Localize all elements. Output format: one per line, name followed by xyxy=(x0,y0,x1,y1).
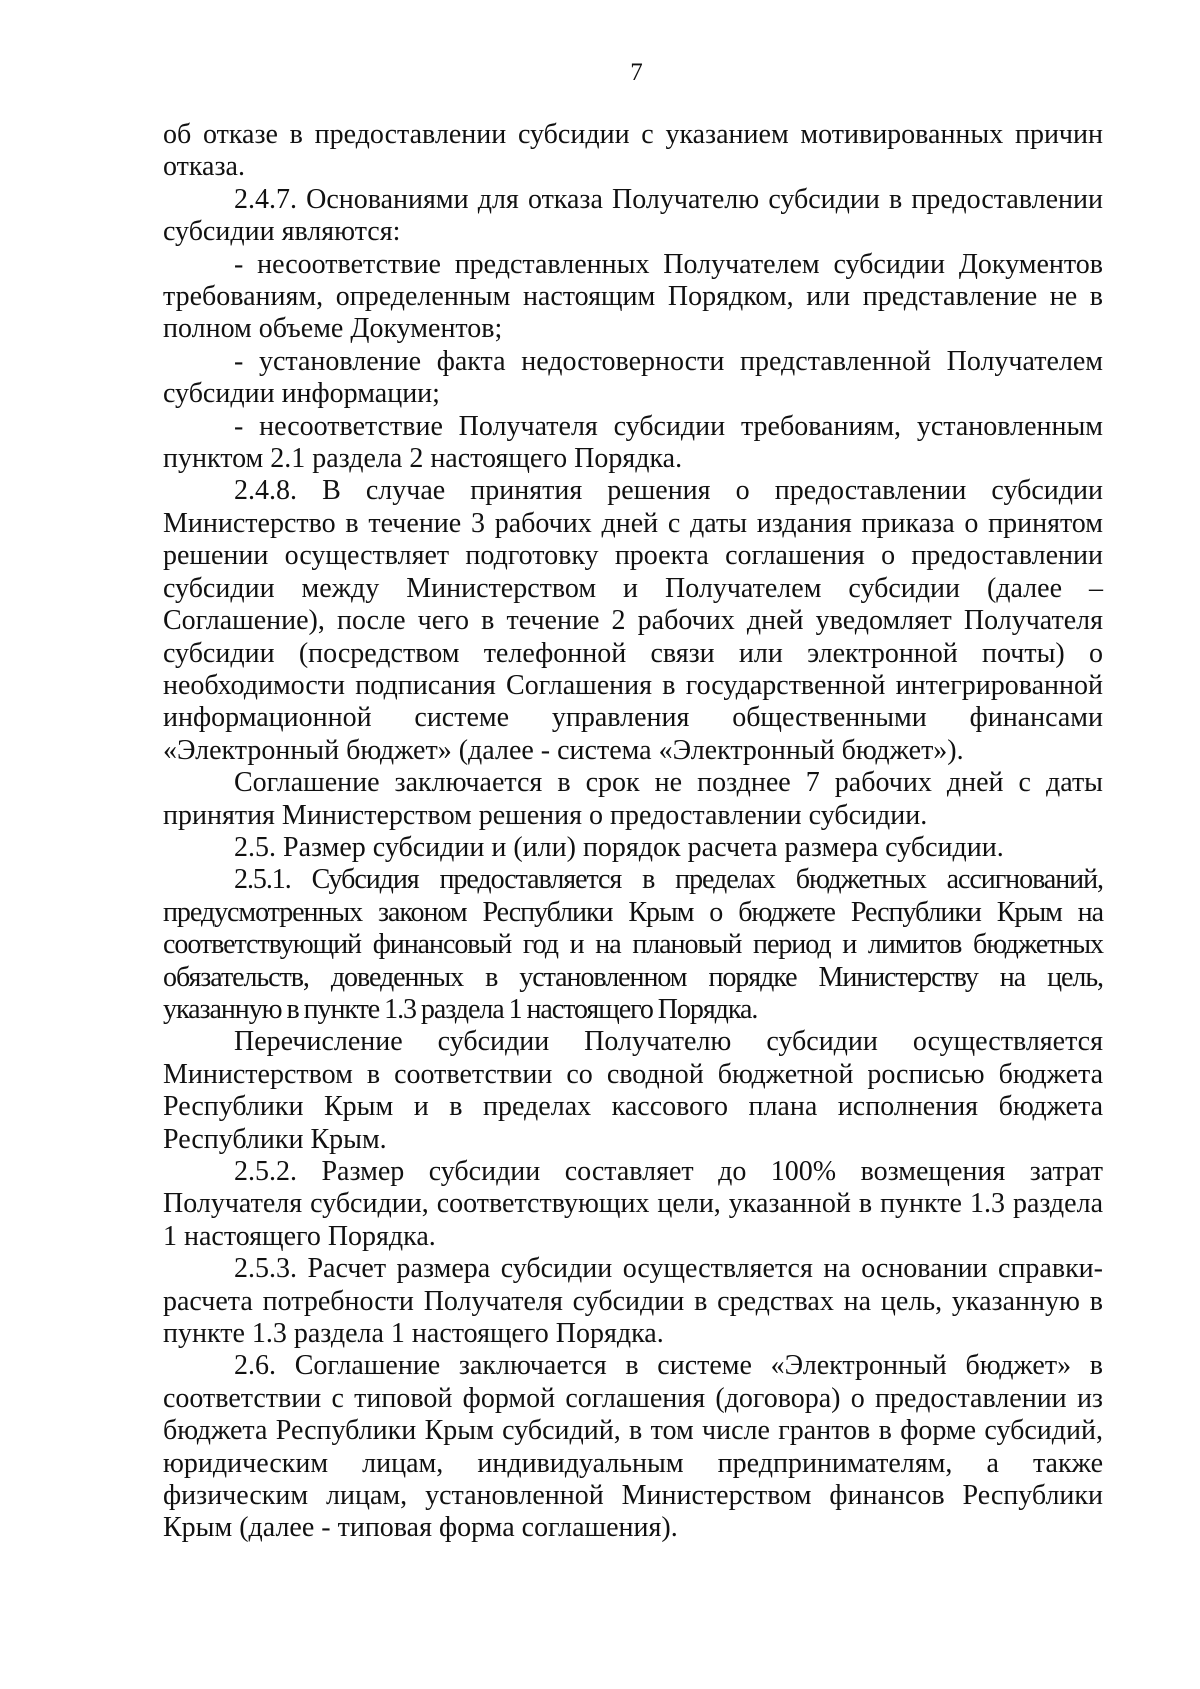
paragraph-refusal-notice-end: об отказе в предоставлении субсидии с указанием мотивированных причин отказа. xyxy=(163,119,1103,183)
paragraph-2-4-8: 2.4.8. В случае принятия решения о предоставлении субсидии Министерство в течение 3 рабочих дней с даты издания приказа о принятом решении осуществляет подготовку проекта соглашения о предоставлении субсидии между Министерством и Получателем субсидии (далее – Соглашение), после чего в течение 2 рабочих дней уведомляет Получателя субсидии (посредством телефонной связи или электронной почты) о необходимости подписания Соглашения в государственной интегрированной информационной системе управления общественными финансами «Электронный бюджет» (далее - система «Электронный бюджет»). xyxy=(163,475,1103,766)
paragraph-2-5-2: 2.5.2. Размер субсидии составляет до 100% возмещения затрат Получателя субсидии, соответствующих цели, указанной в пункте 1.3 раздела 1 настоящего Порядка. xyxy=(163,1156,1103,1252)
paragraph-subsidy-transfer: Перечисление субсидии Получателю субсидии осуществляется Министерством в соответствии со сводной бюджетной росписью бюджета Республики Крым и в пределах кассового плана исполнения бюджета Республики Крым. xyxy=(163,1026,1103,1155)
paragraph-refusal-ground-documents: - несоответствие представленных Получателем субсидии Документов требованиям, определенным настоящим Порядком, или представление не в полном объеме Документов; xyxy=(163,248,1103,345)
paragraph-2-6: 2.6. Соглашение заключается в системе «Электронный бюджет» в соответствии с типовой формой соглашения (договора) о предоставлении из бюджета Республики Крым субсидий, в том числе грантов в форме субсидий, юридическим лицам, индивидуальным предпринимателям, а также физическим лицам, установленной Министерством финансов Республики Крым (далее - типовая форма соглашения). xyxy=(163,1350,1103,1544)
page-number: 7 xyxy=(630,59,643,86)
paragraph-agreement-deadline: Соглашение заключается в срок не позднее 7 рабочих дней с даты принятия Министерством решения о предоставлении субсидии. xyxy=(163,767,1103,831)
paragraph-2-5-1: 2.5.1. Субсидия предоставляется в пределах бюджетных ассигнований, предусмотренных законом Республики Крым о бюджете Республики Крым на соответствующий финансовый год и на плановый период и лимитов бюджетных обязательств, доведенных в установленном порядке Министерству на цель, указанную в пункте 1.3 раздела 1 настоящего Порядка. xyxy=(163,864,1103,1025)
paragraph-2-5: 2.5. Размер субсидии и (или) порядок расчета размера субсидии. xyxy=(234,831,1004,863)
paragraph-2-4-7: 2.4.7. Основаниями для отказа Получателю субсидии в предоставлении субсидии являются: xyxy=(163,183,1103,248)
document-body xyxy=(163,119,1103,1545)
paragraph-refusal-ground-unreliable-info: - установление факта недостоверности представленной Получателем субсидии информации; xyxy=(163,345,1103,410)
paragraph-2-5-3: 2.5.3. Расчет размера субсидии осуществляется на основании справки-расчета потребности Получателя субсидии в средствах на цель, указанную в пункте 1.3 раздела 1 настоящего Порядка. xyxy=(163,1253,1103,1350)
paragraph-refusal-ground-requirements: - несоответствие Получателя субсидии требованиям, установленным пунктом 2.1 раздела 2 настоящего Порядка. xyxy=(163,410,1103,475)
